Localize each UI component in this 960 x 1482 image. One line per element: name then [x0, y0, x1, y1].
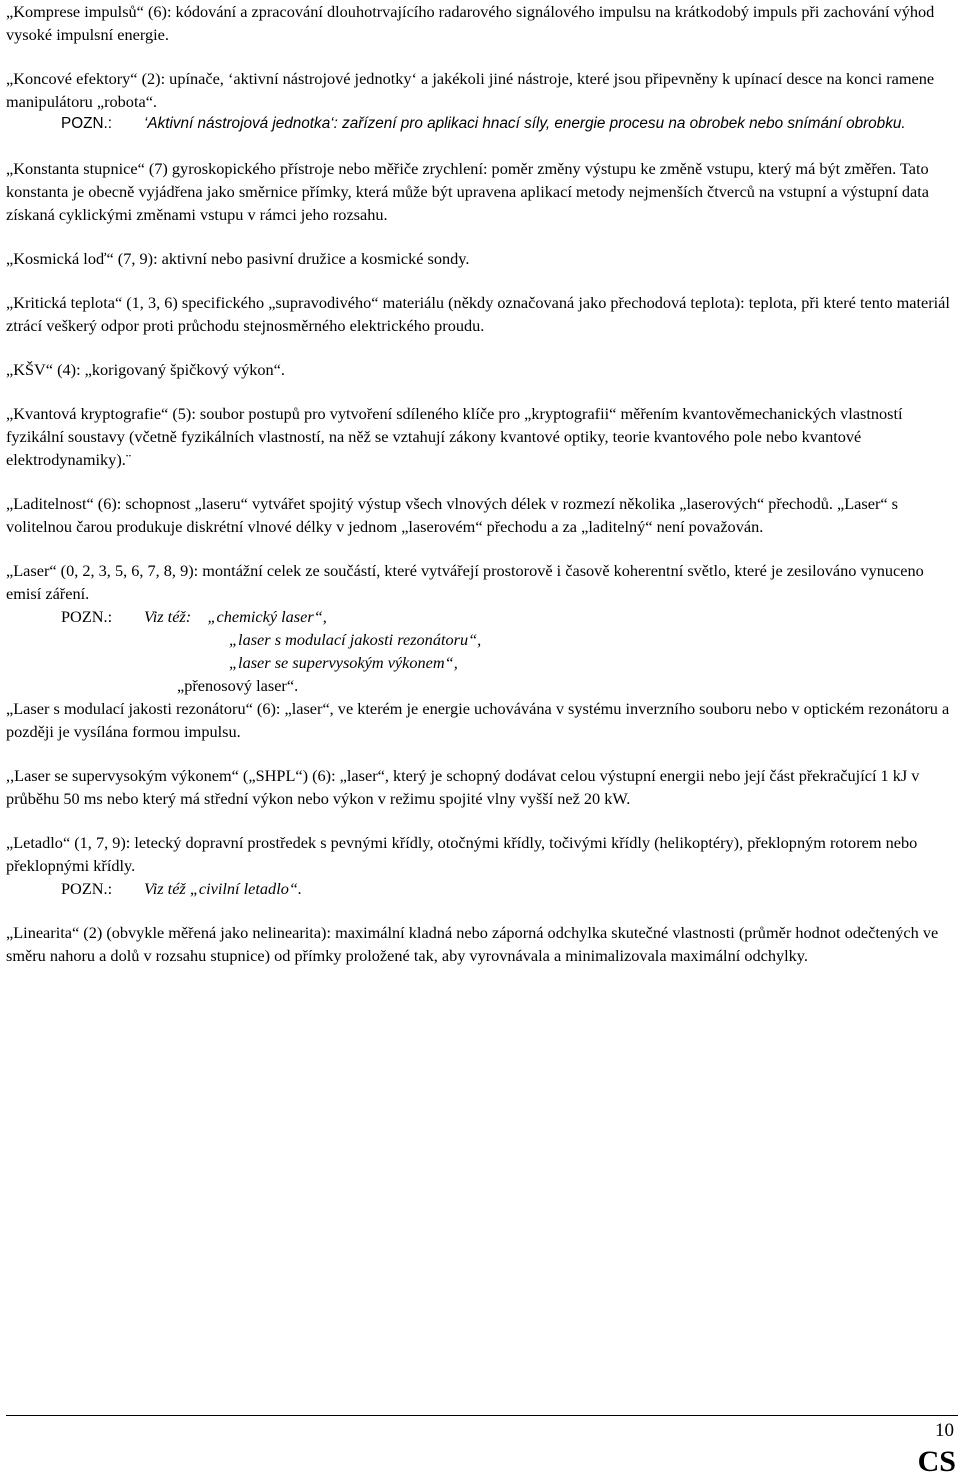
- definition-laser-modulace: [6, 697, 952, 743]
- footer-divider: [6, 1415, 958, 1416]
- see-also-item: [144, 651, 481, 674]
- see-also-term: „přenosový laser“.: [177, 675, 299, 695]
- note-text: Viz též „civilní letadlo“.: [144, 878, 302, 898]
- definition-konstanta-stupnice: [6, 157, 952, 226]
- definition-kvantova-kryptografie: [6, 402, 952, 471]
- note-label: POZN.:: [61, 878, 113, 898]
- definition-koncove-efektory: [6, 67, 952, 136]
- see-also-term: „laser se supervysokým výkonem“,: [229, 652, 458, 672]
- definition-ksv: [6, 358, 952, 381]
- definition-komprese: [6, 0, 952, 46]
- definition-linearita: [6, 921, 952, 967]
- definition-text: „Konstanta stupnice“ (7) gyroskopického přístroje nebo měřiče zrychlení: poměr změny výstupu ke změně vstupu, který má být změřen. Tato konstanta je obecně vyjádřena jako směrnice přímky, která může být upravena aplikací metody nejmenších čtverců na vstupní a výstupní data získaná cyklickými změnami vstupu v rámci jeho rozsahu.: [6, 158, 930, 224]
- definition-text: „Koncové efektory“ (2): upínače, ‘aktivní nástrojové jednotky‘ a jakékoli jiné nástroje, které jsou připevněny k upínací desce na konci ramene manipulátoru „robota“.: [6, 69, 935, 111]
- see-also-list: [144, 605, 481, 697]
- see-also-term: „laser s modulací jakosti rezonátoru“,: [229, 629, 482, 649]
- definition-text: „Letadlo“ (1, 7, 9): letecký dopravní prostředek s pevnými křídly, otočnými křídly, točivými křídly (helikoptéry), překlopným rotorem nebo překlopnými křídly.: [6, 832, 918, 875]
- definition-text: „Laser“ (0, 2, 3, 5, 6, 7, 8, 9): montážní celek ze součástí, které vytvářejí prostorově i časově koherentní světlo, které je zesilováno vynuceno emisí záření.: [6, 560, 924, 603]
- definition-kosmicka-lod: [6, 247, 952, 270]
- document-page: [6, 0, 952, 988]
- definition-text: ,,Laser se supervysokým výkonem“ („SHPL“) (6): „laser“, který je schopný dodávat celou výstupní energii nebo její část překračující 1 kJ v průběhu 50 ms nebo který má střední výkon nebo výkon v režimu spojité vlny vyšší než 20 kW.: [6, 765, 920, 808]
- definition-text: „Laditelnost“ (6): schopnost „laseru“ vytvářet spojitý výstup všech vlnových délek v rozmezí několika „laserových“ přechodů. „Laser“ s volitelnou čarou produkuje diskrétní vlnové délky v jednom „laserovém“ přechodu a za „laditelný“ není považován.: [6, 493, 899, 536]
- see-also-term: „chemický laser“,: [207, 606, 327, 626]
- see-also-item: [144, 674, 481, 697]
- note-intro: Viz též:: [144, 606, 192, 626]
- definition-letadlo: [6, 831, 952, 900]
- definition-laditelnost: [6, 492, 952, 538]
- definition-text: „Komprese impulsů“ (6): kódování a zpracování dlouhotrvajícího radarového signálového impulsu na krátkodobý impuls při zachování výhod vysoké impulsní energie.: [6, 2, 935, 44]
- see-also-item: [144, 628, 481, 651]
- definition-text: „Kosmická loď“ (7, 9): aktivní nebo pasivní družice a kosmické sondy.: [6, 248, 470, 268]
- note: [6, 113, 952, 136]
- page-number: 10: [935, 1420, 954, 1441]
- note: [6, 605, 952, 697]
- definition-laser: [6, 559, 952, 697]
- definition-laser-shpl: [6, 764, 952, 810]
- definition-kriticka-teplota: [6, 291, 952, 337]
- definition-text: „Linearita“ (2) (obvykle měřená jako nelinearita): maximální kladná nebo záporná odchylka skutečné vlastnosti (průměr hodnot odečtených ve směru nahoru a dolů v rozsahu stupnice) od přímky proložené tak, aby vyrovnávala a minimalizovala maximální odchylky.: [6, 922, 939, 965]
- see-also-item: [144, 605, 481, 628]
- note: [6, 877, 952, 900]
- note-label: POZN.:: [61, 606, 113, 626]
- definition-text: „Kritická teplota“ (1, 3, 6) specifického „supravodivého“ materiálu (někdy označovaná jako přechodová teplota): teplota, při které tento materiál ztrácí veškerý odpor proti průchodu stejnosměrného elektrického proudu.: [6, 292, 950, 335]
- note-text: ‘Aktivní nástrojová jednotka‘: zařízení pro aplikaci hnací síly, energie procesu na obrobek nebo snímání obrobku.: [144, 115, 906, 132]
- definition-text: „Kvantová kryptografie“ (5): soubor postupů pro vytvoření sdíleného klíče pro „kryptografii“ měřením kvantověmechanických vlastností fyzikální soustavy (včetně fyzikálních vlastností, na něž se vztahují zákony kvantové optiky, teorie kvantového pole nebo kvantové elektrodynamiky).¨: [6, 403, 903, 469]
- note-see-also: [144, 605, 481, 697]
- note-label: POZN.:: [61, 115, 112, 132]
- definition-text: „KŠV“ (4): „korigovaný špičkový výkon“.: [6, 359, 285, 379]
- definition-text: „Laser s modulací jakosti rezonátoru“ (6): „laser“, ve kterém je energie uchovávána v systému inverzního souboru nebo v optickém rezonátoru a později je vysílána formou impulsu.: [6, 698, 950, 741]
- language-code: CS: [917, 1445, 956, 1478]
